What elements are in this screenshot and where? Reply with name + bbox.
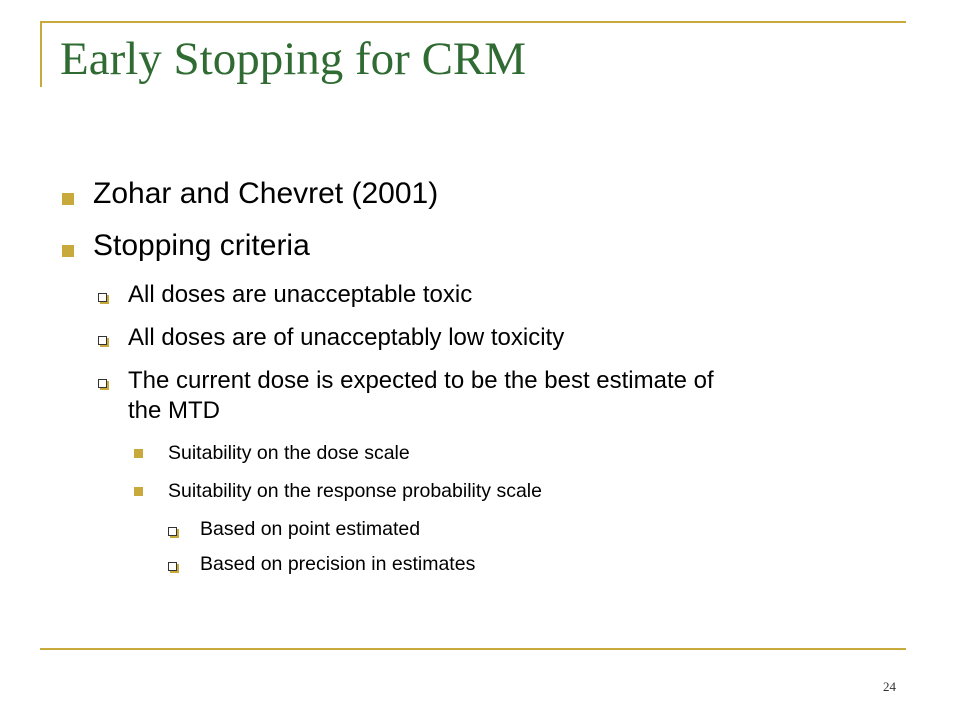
square-bullet-icon [62,245,74,257]
sub-sub-bullet-item [60,441,920,465]
square-bullet-icon [134,487,143,496]
sub-bullet-item [60,323,920,353]
hollow-square-bullet-icon [98,336,107,345]
bullet-text: Based on point estimated [200,518,421,540]
sub-bullet-item [60,280,920,310]
bullet-text: Suitability on the dose scale [168,442,410,464]
bullet-text: Stopping criteria [93,229,310,262]
hollow-square-bullet-icon [168,527,177,536]
hollow-square-bullet-icon [168,562,177,571]
bullet-text: The current dose is expected to be the best estimate of the MTD [128,367,714,424]
bottom-rule [40,648,906,650]
slide-title: Early Stopping for CRM [60,33,527,85]
bullet-text: Based on precision in estimates [200,553,476,575]
top-rule [40,21,906,23]
level-4-bullet-item [60,552,920,576]
hollow-square-bullet-icon [98,293,107,302]
page-number: 24 [883,679,896,694]
bullet-text: Suitability on the response probability scale [168,480,542,502]
sub-bullet-item [60,366,920,426]
square-bullet-icon [134,449,143,458]
sub-sub-bullet-item [60,479,920,503]
bullet-text: All doses are unacceptable toxic [128,281,473,308]
hollow-square-bullet-icon [98,379,107,388]
level-4-bullet-item [60,517,920,541]
bullet-item [60,176,920,212]
bullet-item [60,228,920,264]
bullet-text: Zohar and Chevret (2001) [93,177,439,210]
bullet-text: All doses are of unacceptably low toxicity [128,324,565,351]
square-bullet-icon [62,193,74,205]
left-rule [40,21,42,87]
bullet-list [60,176,920,587]
